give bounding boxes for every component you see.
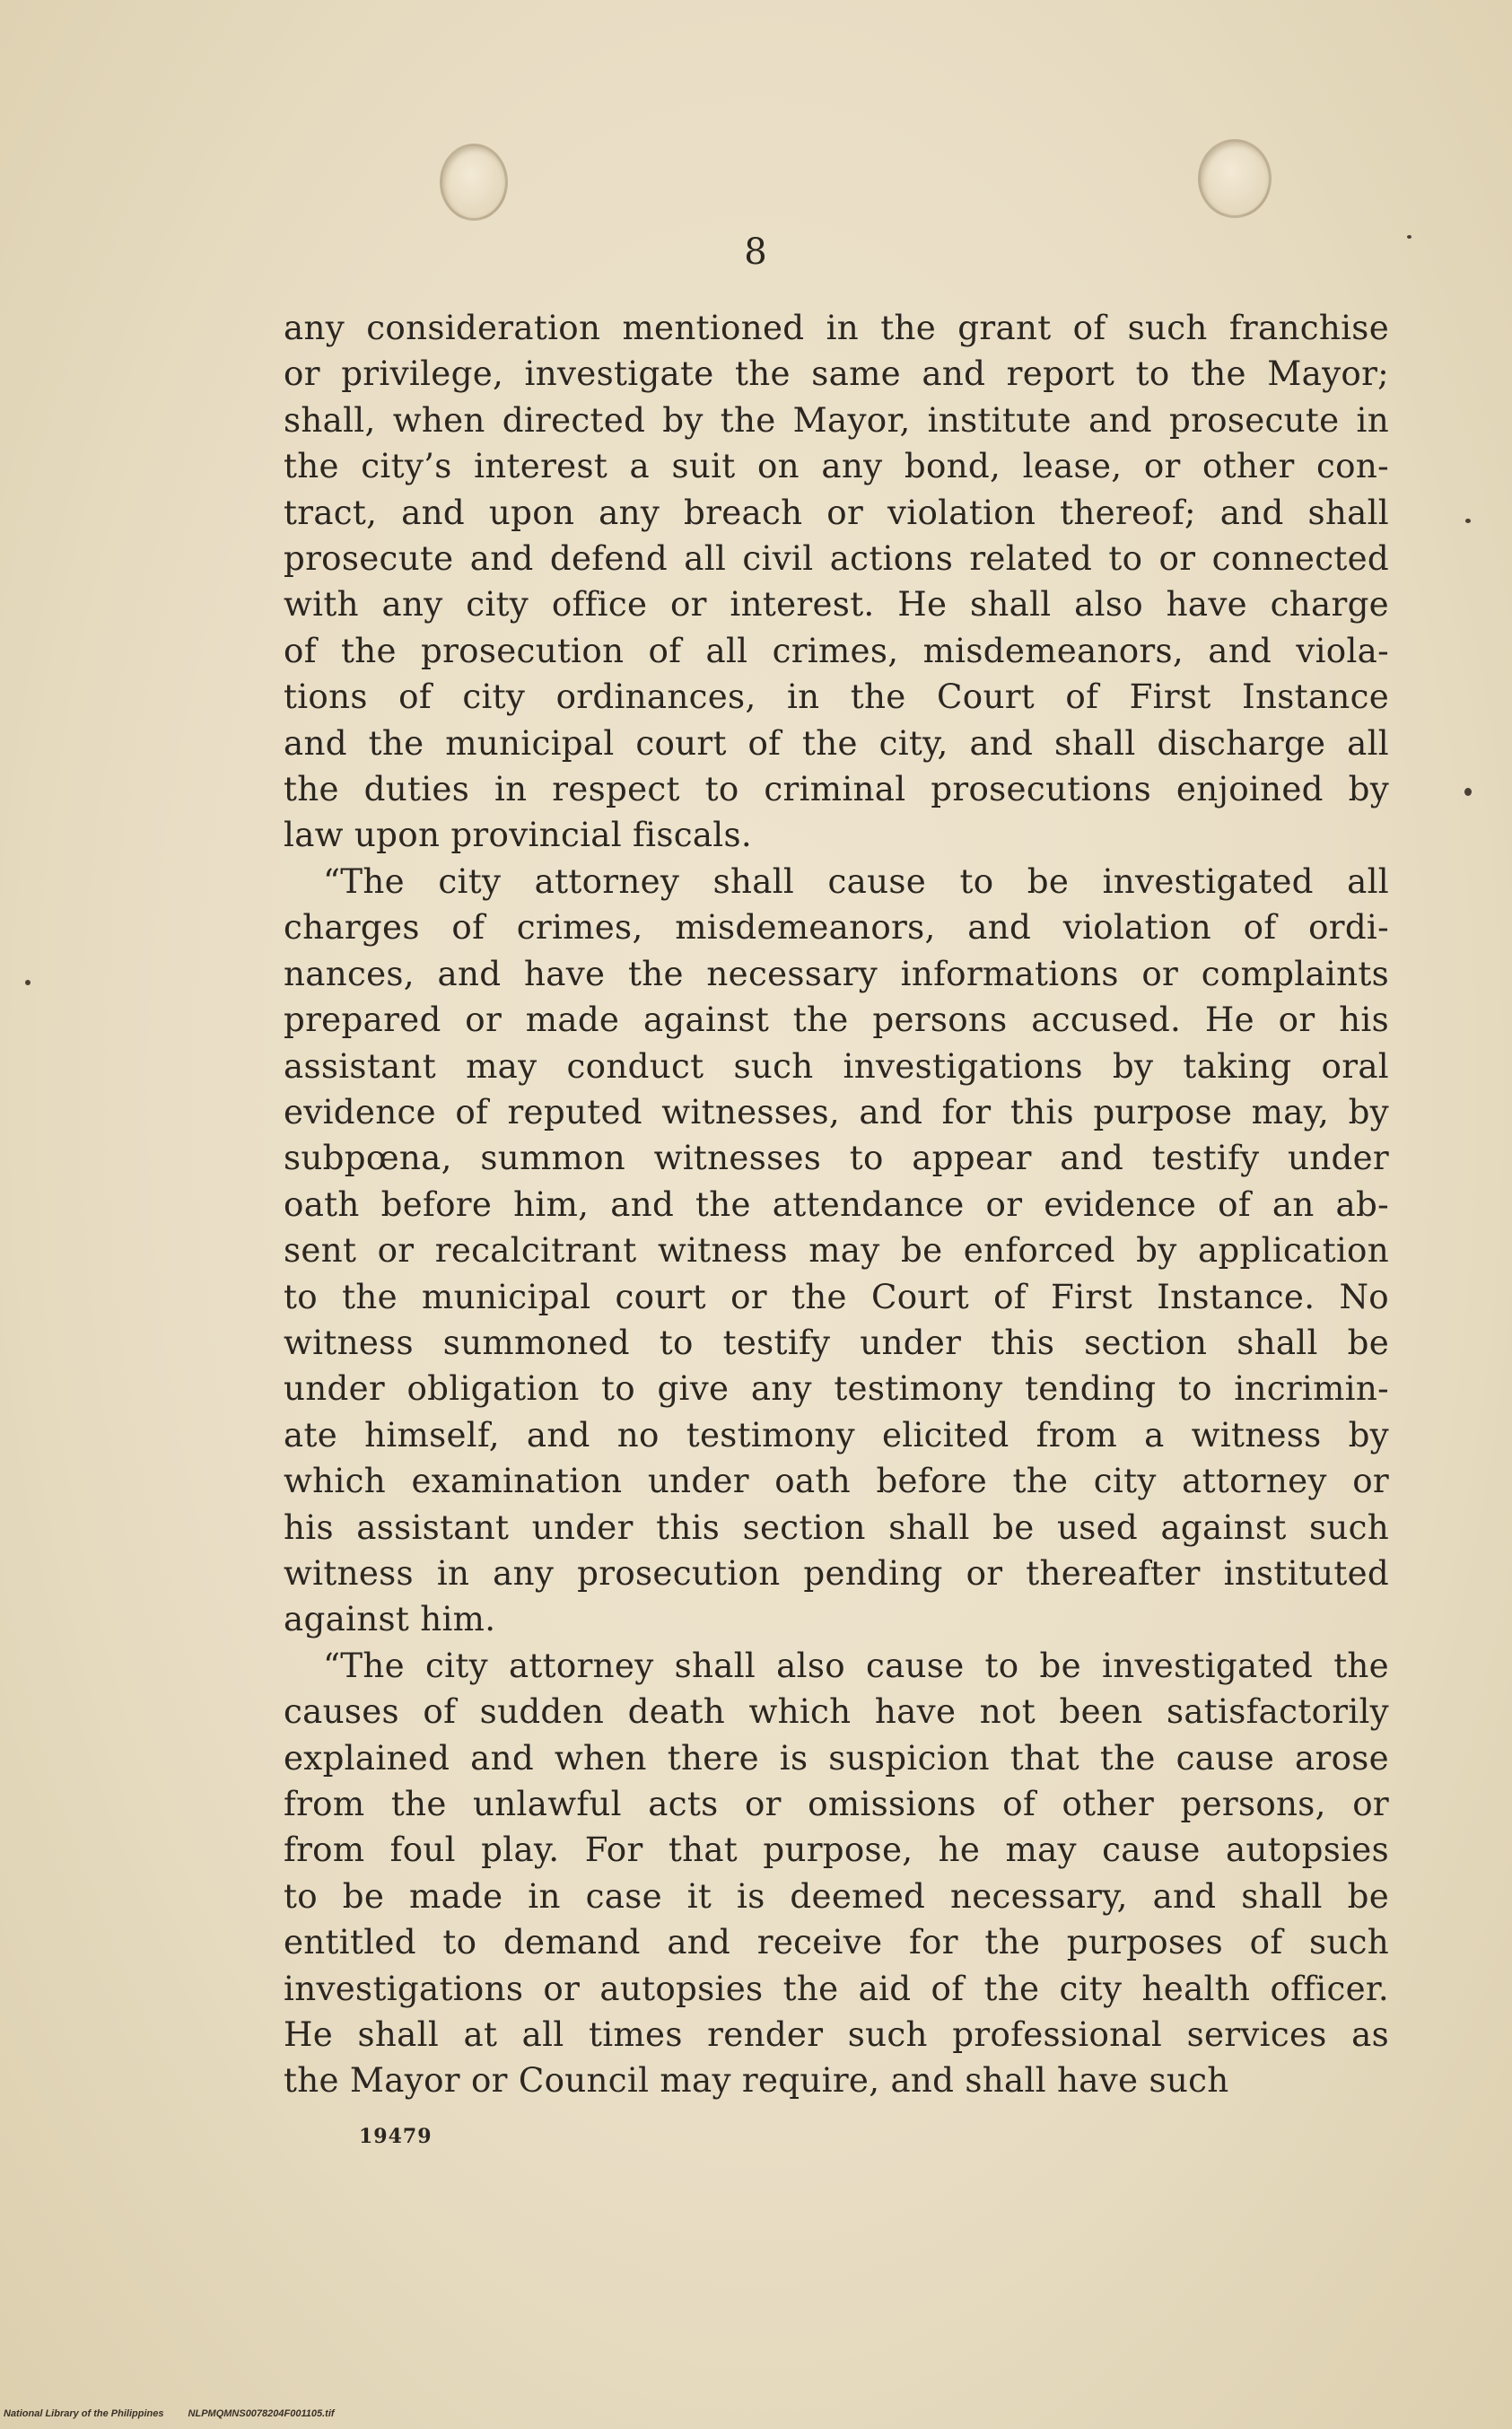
text-line: prosecute and defend all civil actions related to or connected xyxy=(284,538,1389,579)
text-line: with any city office or interest. He shall also have charge xyxy=(284,584,1389,625)
text-line: under obligation to give any testimony tending to incrimin- xyxy=(284,1368,1389,1409)
text-line: to be made in case it is deemed necessary, and shall be xyxy=(284,1875,1389,1916)
paper-speck xyxy=(25,980,31,985)
text-line: oath before him, and the attendance or evidence of an ab- xyxy=(284,1184,1389,1224)
text-line: witness in any prosecution pending or thereafter instituted xyxy=(284,1552,1389,1593)
punch-hole-left xyxy=(440,144,508,221)
paragraph xyxy=(284,305,1389,859)
body-text xyxy=(284,305,1389,2104)
text-line: subpœna, summon witnesses to appear and testify under xyxy=(284,1138,1389,1178)
text-line: tract, and upon any breach or violation thereof; and shall xyxy=(284,492,1389,532)
paragraph xyxy=(284,859,1389,1643)
text-line: nances, and have the necessary informations or complaints xyxy=(284,953,1389,993)
punch-hole-right xyxy=(1198,139,1272,218)
text-line: and the municipal court of the city, and shall discharge all xyxy=(284,722,1389,763)
text-line: any consideration mentioned in the grant of such franchise xyxy=(284,308,1389,347)
text-line: from the unlawful acts or omissions of other persons, or xyxy=(284,1784,1389,1823)
text-line: “The city attorney shall cause to be investigated all xyxy=(323,861,1389,901)
file-id: NLPMQMNS0078204F001105.tif xyxy=(188,2408,335,2419)
page-number: 8 xyxy=(744,232,768,273)
text-line: the city’s interest a suit on any bond, lease, or other con- xyxy=(284,446,1389,486)
text-line: charges of crimes, misdemeanors, and violation of ordi- xyxy=(284,907,1389,948)
text-line: “The city attorney shall also cause to be investigated the xyxy=(323,1645,1389,1685)
text-line: investigations or autopsies the aid of the city health officer. xyxy=(284,1968,1389,2008)
paper-speck xyxy=(1464,788,1472,796)
text-line: which examination under oath before the city attorney or xyxy=(284,1461,1389,1501)
text-line: the duties in respect to criminal prosecutions enjoined by xyxy=(284,769,1389,809)
text-line: causes of sudden death which have not been satisfactorily xyxy=(284,1691,1389,1732)
text-line: entitled to demand and receive for the purposes of such xyxy=(284,1922,1389,1962)
text-line: to the municipal court or the Court of First Instance. No xyxy=(284,1276,1389,1316)
paragraph xyxy=(284,1643,1389,2104)
text-line: from foul play. For that purpose, he may cause autopsies xyxy=(284,1830,1389,1870)
text-line: witness summoned to testify under this section shall be xyxy=(284,1322,1389,1362)
text-line: against him. xyxy=(284,1599,496,1639)
text-line: evidence of reputed witnesses, and for this purpose may, by xyxy=(284,1091,1389,1131)
text-line: or privilege, investigate the same and report to the Mayor; xyxy=(284,354,1389,394)
text-line: sent or recalcitrant witness may be enforced by application xyxy=(284,1230,1389,1271)
text-line: ate himself, and no testimony elicited from a witness by xyxy=(284,1414,1389,1455)
text-line: prepared or made against the persons accused. He or his xyxy=(284,1000,1389,1040)
printer-code: 19479 xyxy=(359,2125,433,2148)
text-line: law upon provincial fiscals. xyxy=(284,815,752,855)
text-line: the Mayor or Council may require, and shall have such xyxy=(284,2060,1229,2101)
text-line: He shall at all times render such professional services as xyxy=(284,2014,1389,2055)
text-line: assistant may conduct such investigations by taking oral xyxy=(284,1045,1389,1086)
text-line: explained and when there is suspicion that the cause arose xyxy=(284,1737,1389,1778)
footer-credit xyxy=(4,2408,356,2419)
text-line: his assistant under this section shall be used against such xyxy=(284,1507,1389,1547)
library-credit: National Library of the Philippines xyxy=(4,2408,164,2419)
text-line: tions of city ordinances, in the Court of First Instance xyxy=(284,677,1389,717)
text-line: of the prosecution of all crimes, misdemeanors, and viola- xyxy=(284,630,1389,670)
text-line: shall, when directed by the Mayor, institute and prosecute in xyxy=(284,399,1389,440)
paper-speck xyxy=(1465,519,1471,523)
